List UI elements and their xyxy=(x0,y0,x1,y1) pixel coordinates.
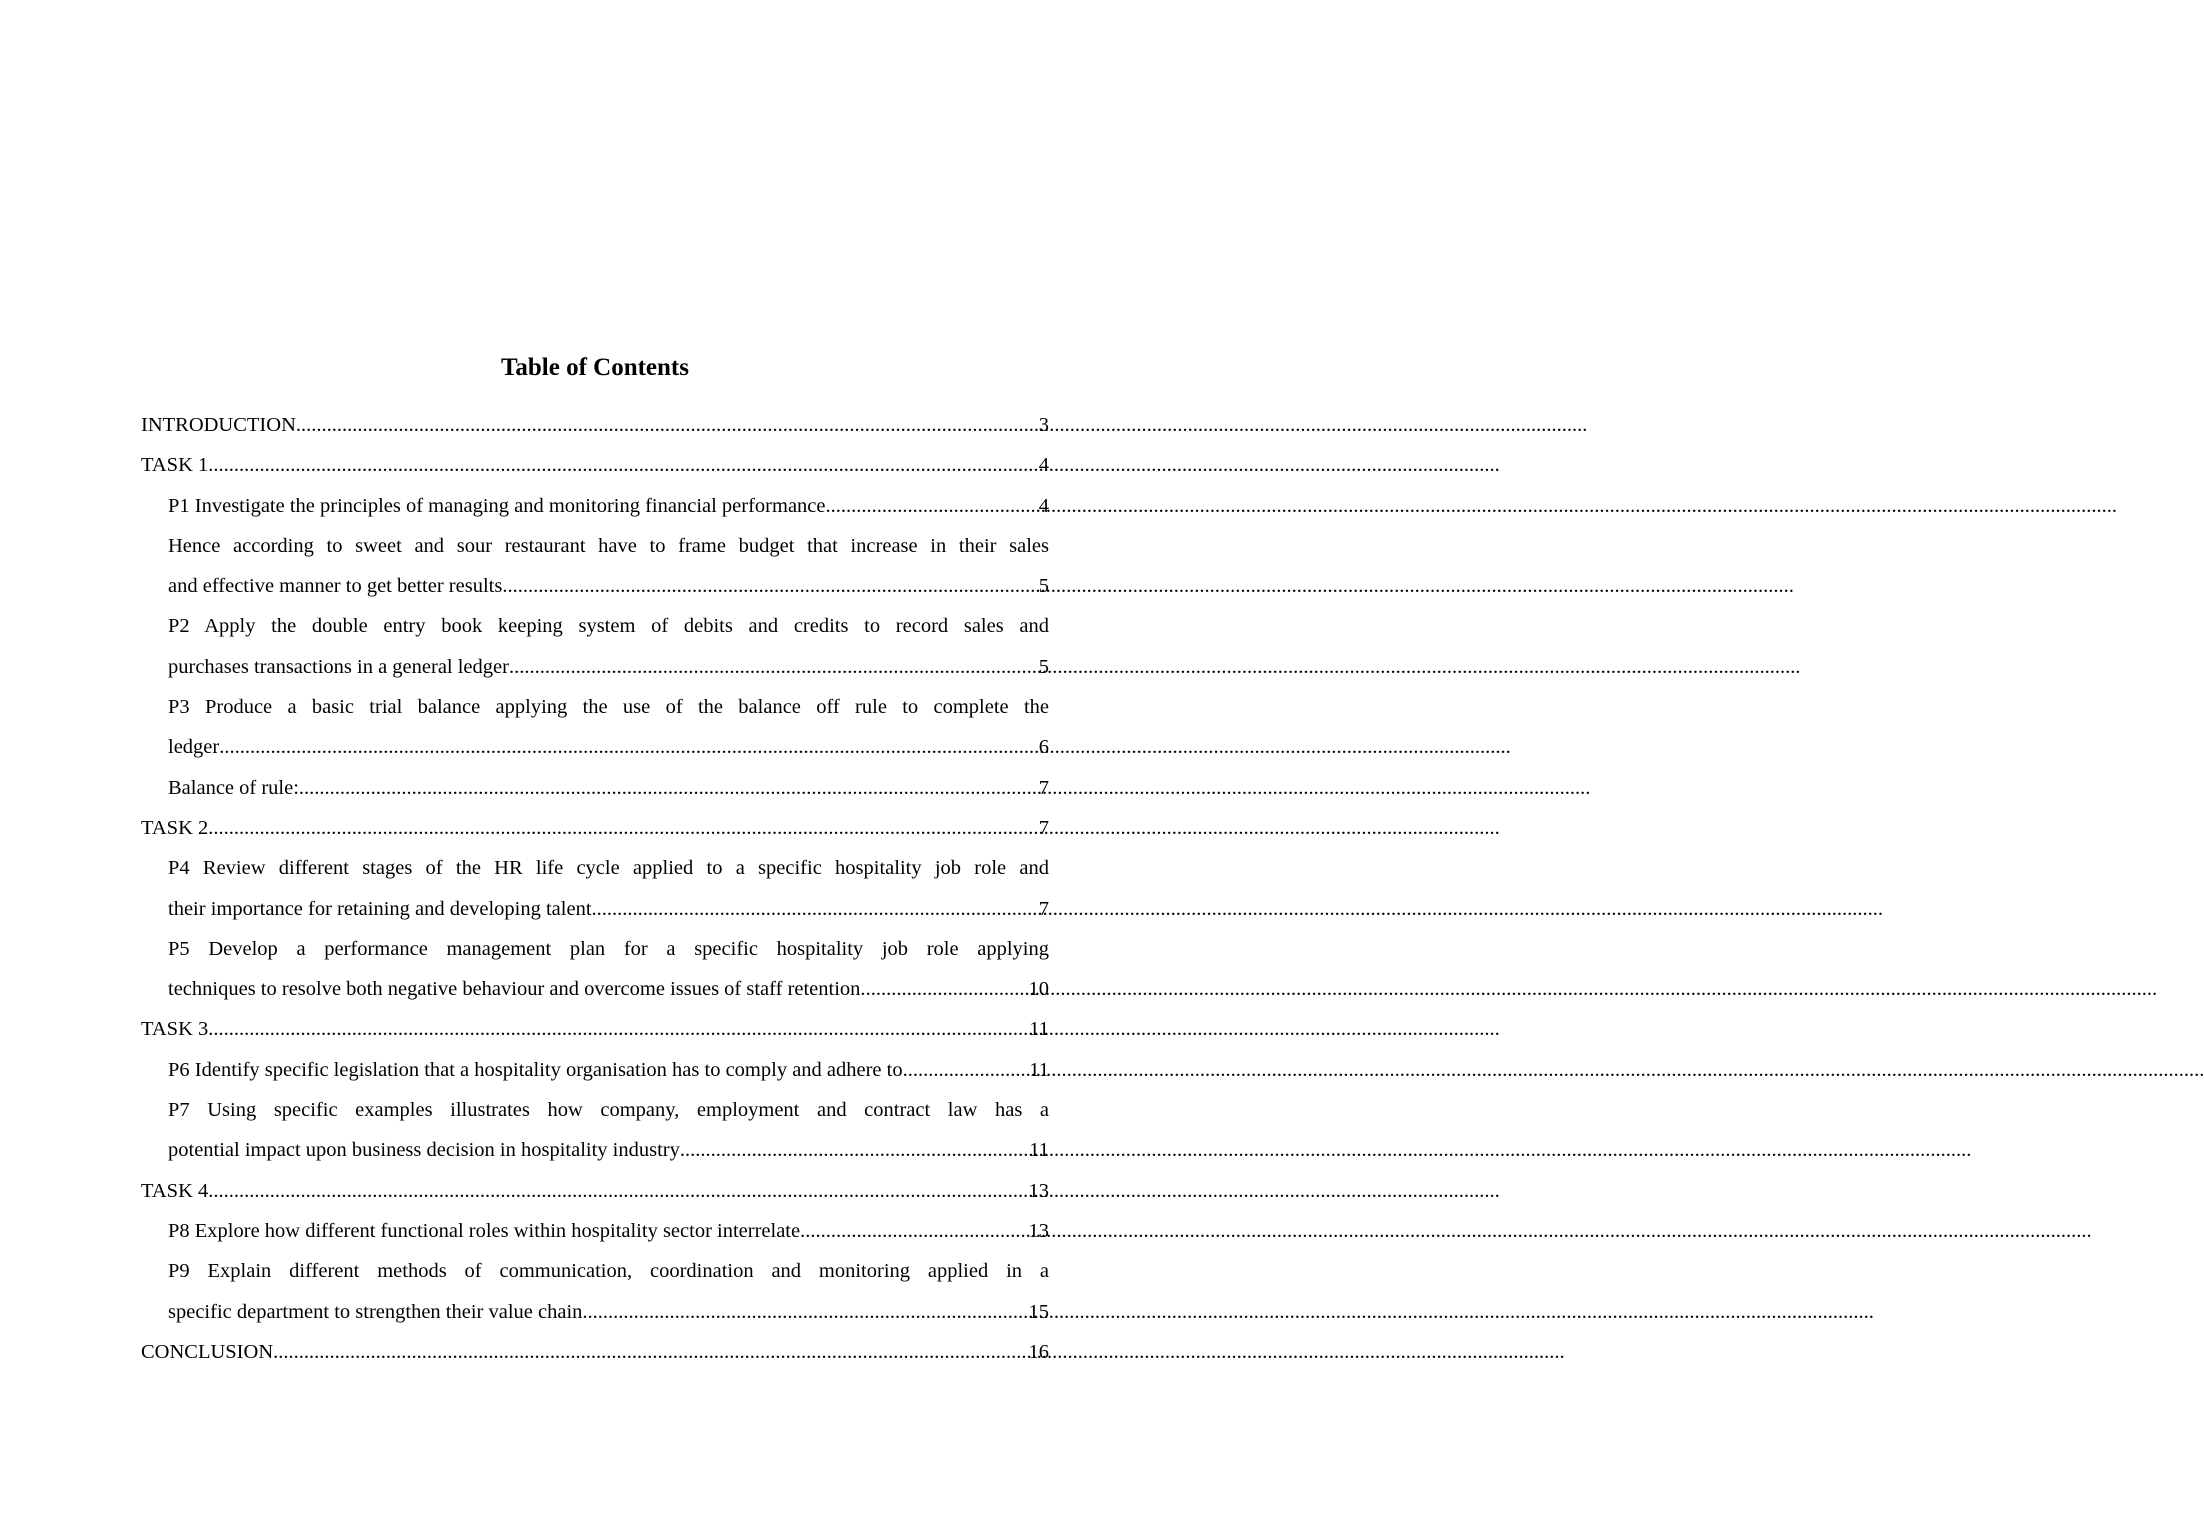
toc-entry-last-line xyxy=(168,768,1049,808)
toc-entry[interactable] xyxy=(168,929,1049,1010)
toc-page-number: 13 xyxy=(1028,1179,1049,1202)
toc-dot-leader xyxy=(208,445,1038,485)
toc-dot-leader xyxy=(866,969,1029,1009)
toc-entry-text: and effective manner to get better results xyxy=(168,575,503,598)
toc-entry[interactable] xyxy=(168,1050,1049,1090)
toc-entry-text: TASK 2 xyxy=(141,816,209,839)
toc-entry-last-line xyxy=(168,969,1049,1009)
toc-entry[interactable] xyxy=(141,445,1049,485)
table-of-contents xyxy=(141,348,1049,1372)
toc-entry-text: P8 Explore how different functional roles within hospitality sector interrelate xyxy=(168,1219,801,1242)
toc-entry-text: TASK 1 xyxy=(141,454,209,477)
toc-page-number: 6 xyxy=(1038,736,1049,759)
toc-dot-leader xyxy=(219,727,1039,767)
toc-entry-text: TASK 3 xyxy=(141,1018,209,1041)
toc-entries xyxy=(141,405,1049,1372)
toc-page-number: 13 xyxy=(1028,1219,1049,1242)
toc-entry[interactable] xyxy=(168,848,1049,929)
toc-entry-text-line: P4 Review different stages of the HR life cycle applied to a specific hospitality job role and xyxy=(168,857,1049,880)
toc-dot-leader xyxy=(592,889,1039,929)
toc-entry-text: potential impact upon business decision in hospitality industry xyxy=(168,1139,680,1162)
toc-entry[interactable] xyxy=(168,768,1049,808)
toc-entry[interactable] xyxy=(141,1171,1049,1211)
toc-entry-text: TASK 4 xyxy=(141,1179,209,1202)
toc-dot-leader xyxy=(502,566,1038,606)
toc-dot-leader xyxy=(273,1332,1028,1372)
toc-dot-leader xyxy=(509,647,1039,687)
toc-entry-last-line xyxy=(141,808,1049,848)
toc-entry-text: ledger xyxy=(168,736,220,759)
toc-entry-last-line xyxy=(168,1292,1049,1332)
toc-dot-leader xyxy=(208,808,1038,848)
toc-entry-text-line: P5 Develop a performance management plan for a specific hospitality job role applying xyxy=(168,937,1049,960)
toc-entry[interactable] xyxy=(141,1009,1049,1049)
toc-entry-text-line: Hence according to sweet and sour restaurant have to frame budget that increase in their sales xyxy=(168,534,1049,557)
toc-entry-text: purchases transactions in a general ledger xyxy=(168,655,509,678)
toc-entry-last-line xyxy=(168,1211,1049,1251)
toc-page-number: 4 xyxy=(1038,454,1049,477)
toc-title: Table of Contents xyxy=(501,354,689,381)
toc-dot-leader xyxy=(299,768,1039,808)
toc-dot-leader xyxy=(208,1171,1028,1211)
toc-entry-last-line xyxy=(168,1050,1049,1090)
toc-entry-text-line: P7 Using specific examples illustrates how company, employment and contract law has a xyxy=(168,1099,1049,1122)
toc-page-number: 7 xyxy=(1038,897,1049,920)
toc-page-number: 4 xyxy=(1038,494,1049,517)
toc-entry-text: specific department to strengthen their value chain xyxy=(168,1300,583,1323)
toc-page-number: 16 xyxy=(1028,1340,1049,1363)
toc-entry[interactable] xyxy=(141,405,1049,445)
toc-entry[interactable] xyxy=(168,1251,1049,1332)
toc-dot-leader xyxy=(296,405,1039,445)
toc-entry[interactable] xyxy=(141,808,1049,848)
toc-entry-last-line xyxy=(168,647,1049,687)
toc-entry-last-line xyxy=(141,1332,1049,1372)
toc-page-number: 10 xyxy=(1028,978,1049,1001)
toc-page-number: 5 xyxy=(1038,655,1049,678)
toc-entry-last-line xyxy=(141,445,1049,485)
toc-entry[interactable] xyxy=(168,526,1049,607)
toc-entry-text: their importance for retaining and developing talent xyxy=(168,897,592,920)
toc-entry-last-line xyxy=(168,1130,1049,1170)
toc-entry-last-line xyxy=(168,889,1049,929)
toc-dot-leader xyxy=(913,1050,1029,1090)
toc-dot-leader xyxy=(826,486,1039,526)
toc-entry-text: CONCLUSION xyxy=(141,1340,274,1363)
toc-entry-last-line xyxy=(168,566,1049,606)
toc-entry-text: techniques to resolve both negative behaviour and overcome issues of staff retention. xyxy=(168,978,866,1001)
toc-entry[interactable] xyxy=(168,606,1049,687)
toc-entry-last-line xyxy=(168,727,1049,767)
toc-page-number: 11 xyxy=(1029,1058,1049,1081)
toc-entry-text: INTRODUCTION xyxy=(141,414,296,436)
toc-entry[interactable] xyxy=(168,687,1049,768)
toc-dot-leader xyxy=(680,1130,1029,1170)
toc-page-number: 15 xyxy=(1028,1300,1049,1323)
toc-entry-text-line: P9 Explain different methods of communication, coordination and monitoring applied in a xyxy=(168,1260,1049,1283)
toc-dot-leader xyxy=(582,1292,1028,1332)
toc-entry[interactable] xyxy=(168,1090,1049,1171)
toc-entry[interactable] xyxy=(168,486,1049,526)
toc-entry-text-line: P2 Apply the double entry book keeping system of debits and credits to record sales and xyxy=(168,615,1049,638)
toc-page-number: 11 xyxy=(1029,1139,1049,1162)
toc-entry-last-line xyxy=(141,405,1049,445)
toc-entry[interactable] xyxy=(141,1332,1049,1372)
toc-entry[interactable] xyxy=(168,1211,1049,1251)
toc-entry-last-line xyxy=(141,1009,1049,1049)
toc-dot-leader xyxy=(208,1009,1029,1049)
toc-page-number: 7 xyxy=(1038,776,1049,799)
toc-page-number: 3 xyxy=(1038,414,1049,436)
toc-page-number: 7 xyxy=(1038,816,1049,839)
toc-dot-leader xyxy=(800,1211,1028,1251)
toc-entry-text: P1 Investigate the principles of managing and monitoring financial performance xyxy=(168,494,826,517)
toc-entry-text: Balance of rule: xyxy=(168,776,299,799)
toc-entry-last-line xyxy=(141,1171,1049,1211)
toc-entry-text-line: P3 Produce a basic trial balance applying the use of the balance off rule to complete the xyxy=(168,696,1049,719)
toc-entry-text: P6 Identify specific legislation that a hospitality organisation has to comply and adhere to.. xyxy=(168,1058,913,1081)
toc-entry-last-line xyxy=(168,486,1049,526)
toc-page-number: 11 xyxy=(1029,1018,1049,1041)
toc-page-number: 5 xyxy=(1038,575,1049,598)
